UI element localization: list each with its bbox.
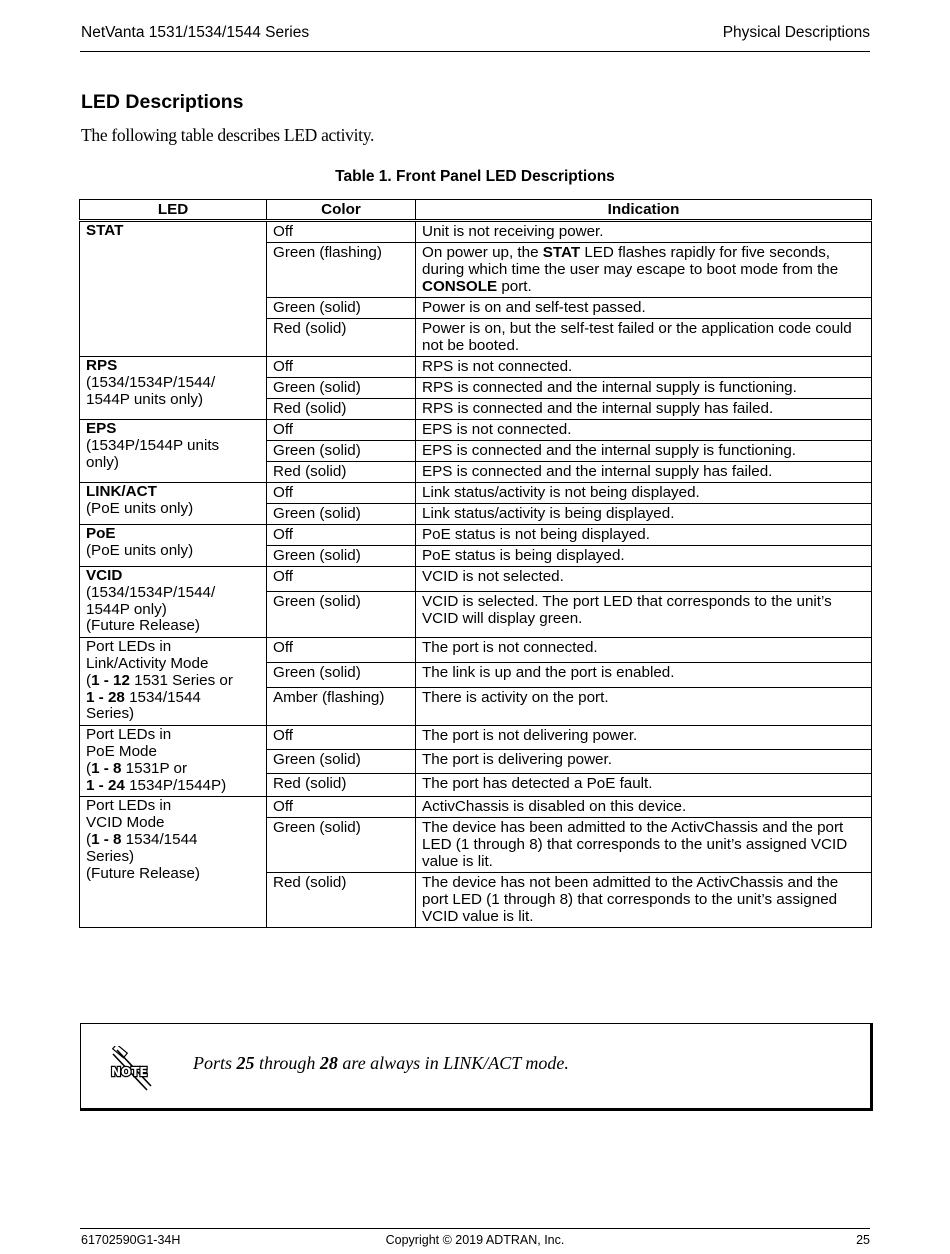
indication-cell <box>416 773 872 797</box>
led-name-cell <box>80 357 267 420</box>
text-run: ( <box>86 759 92 777</box>
text-run: are always in LINK/ACT mode. <box>337 1053 569 1073</box>
text-run: 1544P only) <box>86 600 167 618</box>
text-run: Unit is not receiving power. <box>422 223 604 240</box>
table-caption: Table 1. Front Panel LED Descriptions <box>335 168 615 185</box>
indication-cell <box>416 818 872 873</box>
led-name-cell <box>80 420 267 483</box>
color-cell: Off <box>267 221 416 243</box>
text-run: Series) <box>86 847 135 865</box>
text-run: VCID is selected. The port LED that corresponds to the unit’s VCID will display green. <box>422 593 832 628</box>
text-run: The port is not delivering power. <box>422 727 638 745</box>
text-run: 1 - 28 <box>86 688 125 706</box>
indication-cell <box>416 298 872 319</box>
text-run: There is activity on the port. <box>422 689 609 707</box>
text-run: The port has detected a PoE fault. <box>422 774 653 792</box>
led-name-line <box>86 585 260 602</box>
color-cell: Off <box>267 638 416 663</box>
indication-cell <box>416 749 872 773</box>
color-cell: Green (solid) <box>267 592 416 638</box>
text-run: Port LEDs in <box>86 797 172 815</box>
led-name-line <box>86 223 260 240</box>
led-description-table <box>79 199 872 928</box>
intro-paragraph: The following table describes LED activity. <box>81 125 375 145</box>
section-title: LED Descriptions <box>81 91 244 113</box>
led-name-cell <box>80 221 267 357</box>
text-run: ActivChassis is disabled on this device. <box>422 798 687 816</box>
table-row <box>80 483 872 504</box>
table-header-row <box>80 200 872 221</box>
indication-cell <box>416 592 872 638</box>
color-cell: Green (flashing) <box>267 243 416 298</box>
led-name-cell <box>80 525 267 567</box>
led-name-line <box>86 543 260 560</box>
indication-cell <box>416 546 872 567</box>
color-cell: Green (solid) <box>267 378 416 399</box>
led-name-line <box>86 798 260 815</box>
text-run: The device has been admitted to the ActivChassis and the port LED (1 through 8) that corresponds to the unit’s assigned VCID value is lit. <box>422 819 848 871</box>
color-cell: Green (solid) <box>267 663 416 688</box>
color-cell: Off <box>267 420 416 441</box>
svg-text:NOTE: NOTE <box>111 1065 148 1079</box>
indication-cell <box>416 243 872 298</box>
text-run: 25 <box>236 1053 255 1073</box>
led-name-line <box>86 744 260 761</box>
color-cell: Off <box>267 483 416 504</box>
color-cell: Green (solid) <box>267 298 416 319</box>
led-name-line <box>86 392 260 409</box>
color-cell: Green (solid) <box>267 749 416 773</box>
text-run: Power is on and self-test passed. <box>422 299 646 316</box>
led-name-line <box>86 656 260 673</box>
text-run: only) <box>86 453 119 471</box>
header-rule <box>80 51 870 52</box>
indication-cell <box>416 638 872 663</box>
text-run: EPS is connected and the internal supply has failed. <box>422 463 773 480</box>
column-header-color: Color <box>267 200 416 221</box>
indication-cell <box>416 399 872 420</box>
text-run: VCID is not selected. <box>422 568 564 585</box>
color-cell: Green (solid) <box>267 546 416 567</box>
text-run: (1534P/1544P units <box>86 436 220 454</box>
led-name-line <box>86 484 260 501</box>
text-run: 1 - 8 <box>91 830 122 848</box>
column-header-indication: Indication <box>416 200 872 221</box>
text-run: PoE Mode <box>86 742 157 760</box>
text-run: VCID Mode <box>86 814 165 832</box>
header-section-title: Physical Descriptions <box>722 24 870 41</box>
led-name-line <box>86 438 260 455</box>
color-cell: Green (solid) <box>267 818 416 873</box>
indication-cell <box>416 378 872 399</box>
text-run: PoE status is being displayed. <box>422 547 625 564</box>
text-run: (PoE units only) <box>86 541 194 559</box>
led-name-line <box>86 690 260 707</box>
led-name-line <box>86 526 260 543</box>
indication-cell <box>416 726 872 750</box>
text-run: LED flashes rapidly for five seconds, during which time the user may escape to boot mode from the <box>422 244 839 278</box>
footer-page-number: 25 <box>856 1233 870 1247</box>
text-run: EPS is connected and the internal supply is functioning. <box>422 442 797 459</box>
led-name-line <box>86 639 260 656</box>
color-cell: Off <box>267 357 416 378</box>
color-cell: Red (solid) <box>267 773 416 797</box>
text-run: 1531 Series or <box>129 671 233 689</box>
text-run: 1534/1544 <box>121 830 198 848</box>
color-cell: Green (solid) <box>267 441 416 462</box>
text-run: PoE status is not being displayed. <box>422 526 650 543</box>
indication-cell <box>416 441 872 462</box>
table-row <box>80 726 872 750</box>
led-name-line <box>86 849 260 866</box>
table-row <box>80 525 872 546</box>
text-run: The port is not connected. <box>422 639 598 657</box>
led-name-line <box>86 727 260 744</box>
text-run: (1534/1534P/1544/ <box>86 373 216 391</box>
text-run: Port LEDs in <box>86 638 172 656</box>
text-run: PoE <box>86 525 116 542</box>
text-run: ( <box>86 830 92 848</box>
text-run: RPS is not connected. <box>422 358 573 375</box>
led-name-line <box>86 455 260 472</box>
table-row <box>80 797 872 818</box>
text-run: 1534/1544 <box>124 688 201 706</box>
color-cell: Red (solid) <box>267 399 416 420</box>
text-run: EPS <box>86 420 117 437</box>
text-run: STAT <box>86 222 124 239</box>
led-name-line <box>86 832 260 849</box>
indication-cell <box>416 688 872 726</box>
text-run: 28 <box>319 1053 338 1073</box>
text-run: Ports <box>193 1053 237 1073</box>
text-run: Link status/activity is not being displayed. <box>422 484 700 501</box>
led-name-cell <box>80 638 267 726</box>
column-header-led: LED <box>80 200 267 221</box>
text-run: (PoE units only) <box>86 499 194 517</box>
text-run: The port is delivering power. <box>422 750 612 768</box>
text-run: VCID <box>86 567 123 584</box>
text-run: 1544P units only) <box>86 390 204 408</box>
indication-cell <box>416 483 872 504</box>
text-run: 1 - 12 <box>91 671 130 689</box>
text-run: RPS is connected and the internal supply has failed. <box>422 400 774 417</box>
led-name-line <box>86 358 260 375</box>
table-row <box>80 357 872 378</box>
indication-cell <box>416 663 872 688</box>
text-run: 1534P/1544P) <box>124 776 227 794</box>
indication-cell <box>416 462 872 483</box>
note-text <box>193 1053 569 1074</box>
text-run: STAT <box>542 244 581 261</box>
text-run: The link is up and the port is enabled. <box>422 664 675 682</box>
led-name-line <box>86 706 260 723</box>
led-name-line <box>86 618 260 635</box>
text-run: Port LEDs in <box>86 726 172 744</box>
text-run: through <box>254 1053 320 1073</box>
text-run: Series) <box>86 705 135 723</box>
led-name-cell <box>80 797 267 928</box>
led-name-cell <box>80 567 267 638</box>
table-row <box>80 638 872 663</box>
color-cell: Off <box>267 726 416 750</box>
led-name-line <box>86 375 260 392</box>
led-name-line <box>86 568 260 585</box>
color-cell: Red (solid) <box>267 319 416 357</box>
color-cell: Red (solid) <box>267 873 416 928</box>
color-cell: Amber (flashing) <box>267 688 416 726</box>
text-run: 1 - 24 <box>86 776 125 794</box>
note-box <box>80 1023 873 1111</box>
led-name-line <box>86 501 260 518</box>
indication-cell <box>416 873 872 928</box>
indication-cell <box>416 525 872 546</box>
text-run: 1531P or <box>121 759 188 777</box>
text-run: RPS <box>86 357 118 374</box>
table-row <box>80 221 872 243</box>
header-doc-title: NetVanta 1531/1534/1544 Series <box>81 24 310 41</box>
led-name-line <box>86 778 260 795</box>
color-cell: Off <box>267 797 416 818</box>
led-name-line <box>86 761 260 778</box>
text-run: (Future Release) <box>86 617 200 635</box>
indication-cell <box>416 797 872 818</box>
color-cell: Red (solid) <box>267 462 416 483</box>
table-row <box>80 420 872 441</box>
text-run: Link/Activity Mode <box>86 654 209 672</box>
led-name-line <box>86 673 260 690</box>
note-icon <box>105 1046 153 1092</box>
footer-rule <box>80 1228 870 1229</box>
indication-cell <box>416 357 872 378</box>
text-run: (Future Release) <box>86 864 200 882</box>
text-run: port. <box>497 278 532 295</box>
color-cell: Off <box>267 567 416 592</box>
led-name-cell <box>80 726 267 797</box>
text-run: The device has not been admitted to the ActivChassis and the port LED (1 through 8) that corresponds to the unit’s assigned VCID value is lit. <box>422 874 839 926</box>
text-run: EPS is not connected. <box>422 421 572 438</box>
led-name-cell <box>80 483 267 525</box>
text-run: Power is on, but the self-test failed or the application code could not be booted. <box>422 320 852 354</box>
text-run: CONSOLE <box>422 278 498 295</box>
text-run: ( <box>86 671 92 689</box>
footer-doc-number: 61702590G1-34H <box>81 1233 181 1247</box>
table-body <box>80 221 872 928</box>
footer-copyright: Copyright © 2019 ADTRAN, Inc. <box>385 1233 565 1247</box>
indication-cell <box>416 420 872 441</box>
indication-cell <box>416 221 872 243</box>
indication-cell <box>416 319 872 357</box>
indication-cell <box>416 504 872 525</box>
text-run: RPS is connected and the internal supply is functioning. <box>422 379 797 396</box>
led-name-line <box>86 421 260 438</box>
text-run: (1534/1534P/1544/ <box>86 583 216 601</box>
led-name-line <box>86 866 260 883</box>
text-run: Link status/activity is being displayed. <box>422 505 675 522</box>
table-row <box>80 567 872 592</box>
led-name-line <box>86 602 260 619</box>
text-run: LINK/ACT <box>86 483 157 500</box>
indication-cell <box>416 567 872 592</box>
text-run: 1 - 8 <box>91 759 122 777</box>
color-cell: Green (solid) <box>267 504 416 525</box>
text-run: On power up, the <box>422 244 543 261</box>
color-cell: Off <box>267 525 416 546</box>
led-name-line <box>86 815 260 832</box>
